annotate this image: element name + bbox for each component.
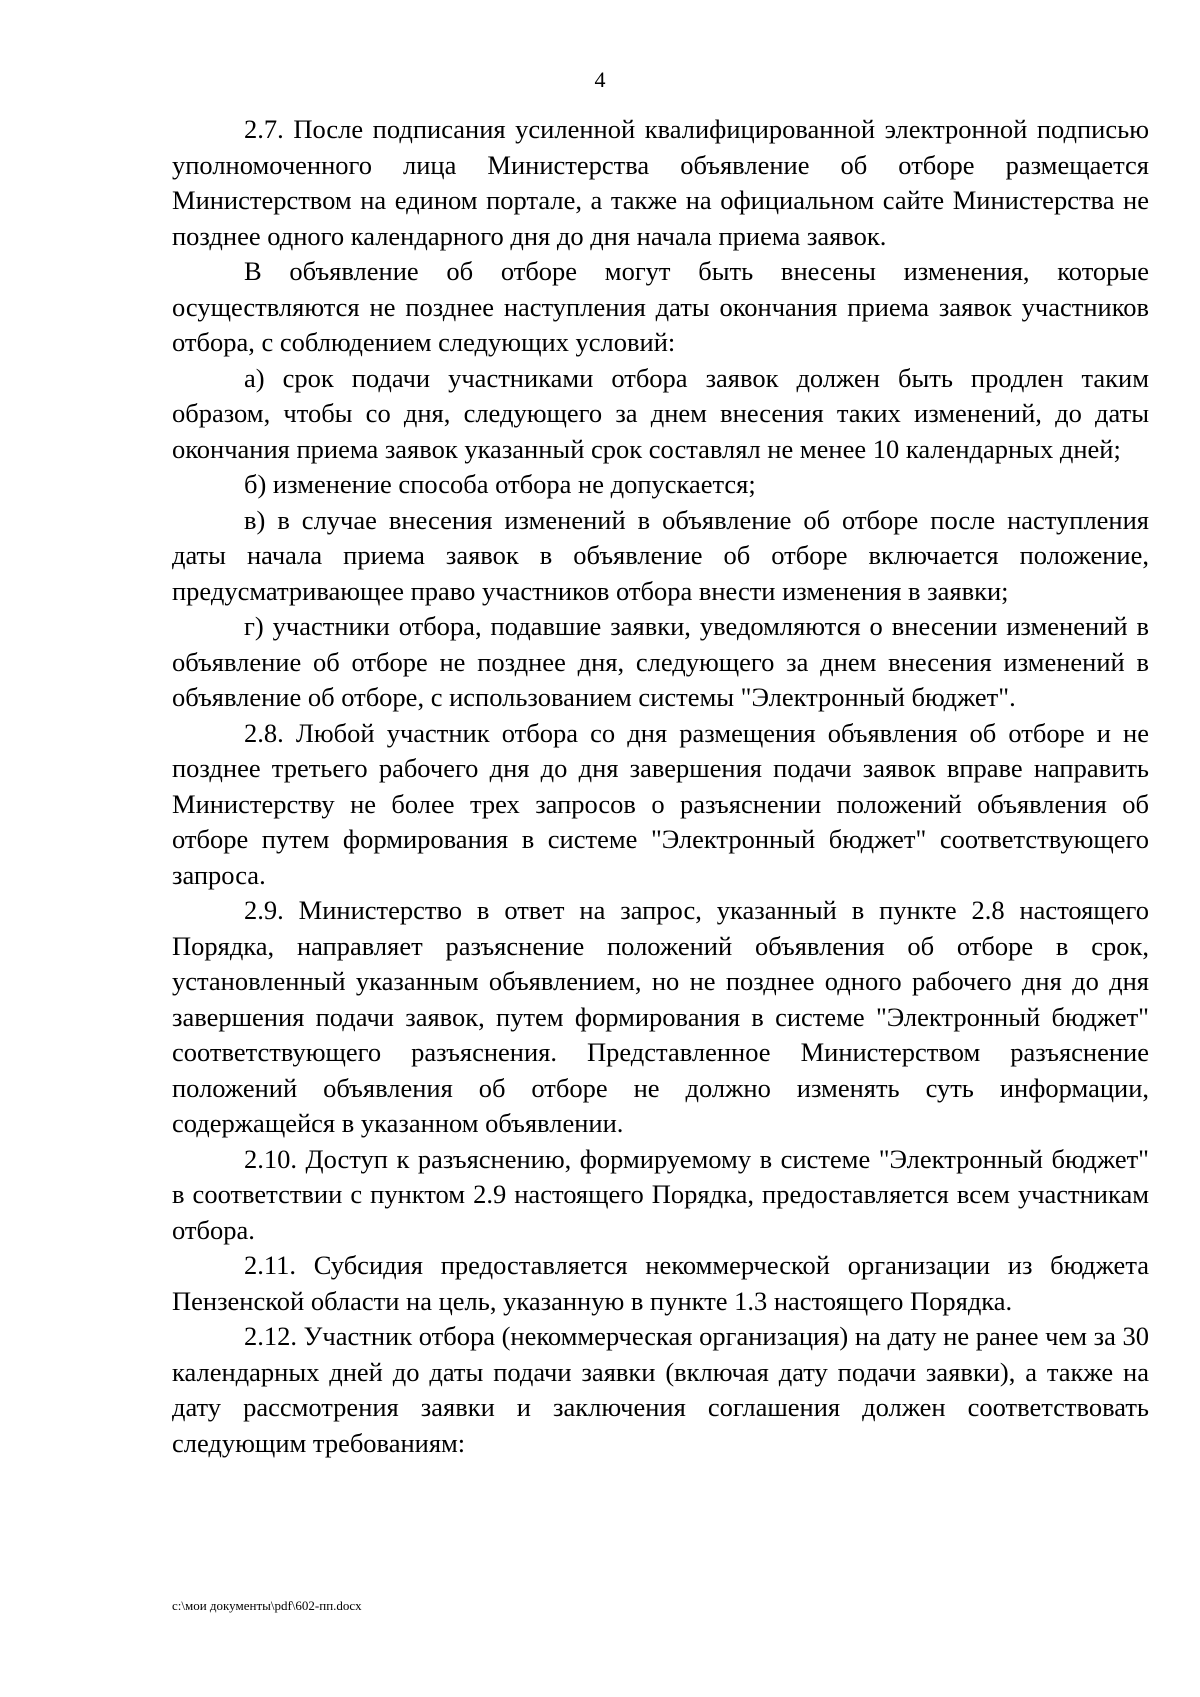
paragraph-2-9: 2.9. Министерство в ответ на запрос, указанный в пункте 2.8 настоящего Порядка, направляет разъяснение положений объявления об отборе в срок, установленный указанным объявлением, но не позднее одного рабочего дня до дня завершения подачи заявок, путем формирования в системе "Электронный бюджет" соответствующего разъяснения. Представленное Министерством разъяснение положений объявления об отборе не должно изменять суть информации, содержащейся в указанном объявлении. (172, 895, 1149, 1138)
paragraph-2-10: 2.10. Доступ к разъяснению, формируемому в системе "Электронный бюджет" в соответствии с пунктом 2.9 настоящего Порядка, предоставляется всем участникам отбора. (172, 1143, 1149, 1245)
paragraph-2-7: 2.7. После подписания усиленной квалифицированной электронной подписью уполномоченного лица Министерства объявление об отборе размещается Министерством на едином портале, а также на официальном сайте Министерства не позднее одного календарного дня до дня начала приема заявок. (172, 114, 1149, 251)
paragraph-2-12: 2.12. Участник отбора (некоммерческая организация) на дату не ранее чем за 30 календарных дней до даты подачи заявки (включая дату подачи заявки), а также на дату рассмотрения заявки и заключения соглашения должен соответствовать следующим требованиям: (172, 1321, 1149, 1458)
paragraph-changes-intro: В объявление об отборе могут быть внесены изменения, которые осуществляются не позднее наступления даты окончания приема заявок участников отбора, с соблюдением следующих условий: (172, 256, 1149, 357)
paragraph-2-11: 2.11. Субсидия предоставляется некоммерческой организации из бюджета Пензенской области на цель, указанную в пункте 1.3 настоящего Порядка. (172, 1250, 1149, 1316)
paragraph-condition-b: б) изменение способа отбора не допускается; (244, 469, 756, 499)
paragraph-condition-g: г) участники отбора, подавшие заявки, уведомляются о внесении изменений в объявление об отборе не позднее дня, следующего за днем внесения изменений в объявление об отборе, с использованием системы "Электронный бюджет". (172, 611, 1149, 712)
footer-file-path: c:\мои документы\pdf\602-пп.docx (172, 1598, 362, 1613)
paragraph-condition-v: в) в случае внесения изменений в объявление об отборе после наступления даты начала приема заявок в объявление об отборе включается положение, предусматривающее право участников отбора внести изменения в заявки; (172, 504, 1149, 606)
paragraph-condition-a: а) срок подачи участниками отбора заявок должен быть продлен таким образом, чтобы со дня, следующего за днем внесения таких изменений, до даты окончания приема заявок указанный срок составлял не менее 10 календарных дней; (172, 362, 1149, 464)
paragraph-2-8: 2.8. Любой участник отбора со дня размещения объявления об отборе и не позднее третьего рабочего дня до дня завершения подачи заявок вправе направить Министерству не более трех запросов о разъяснении положений объявления об отборе путем формирования в системе "Электронный бюджет" соответствующего запроса. (172, 717, 1149, 890)
document-body (172, 112, 1149, 1461)
page-number: 4 (594, 67, 606, 92)
